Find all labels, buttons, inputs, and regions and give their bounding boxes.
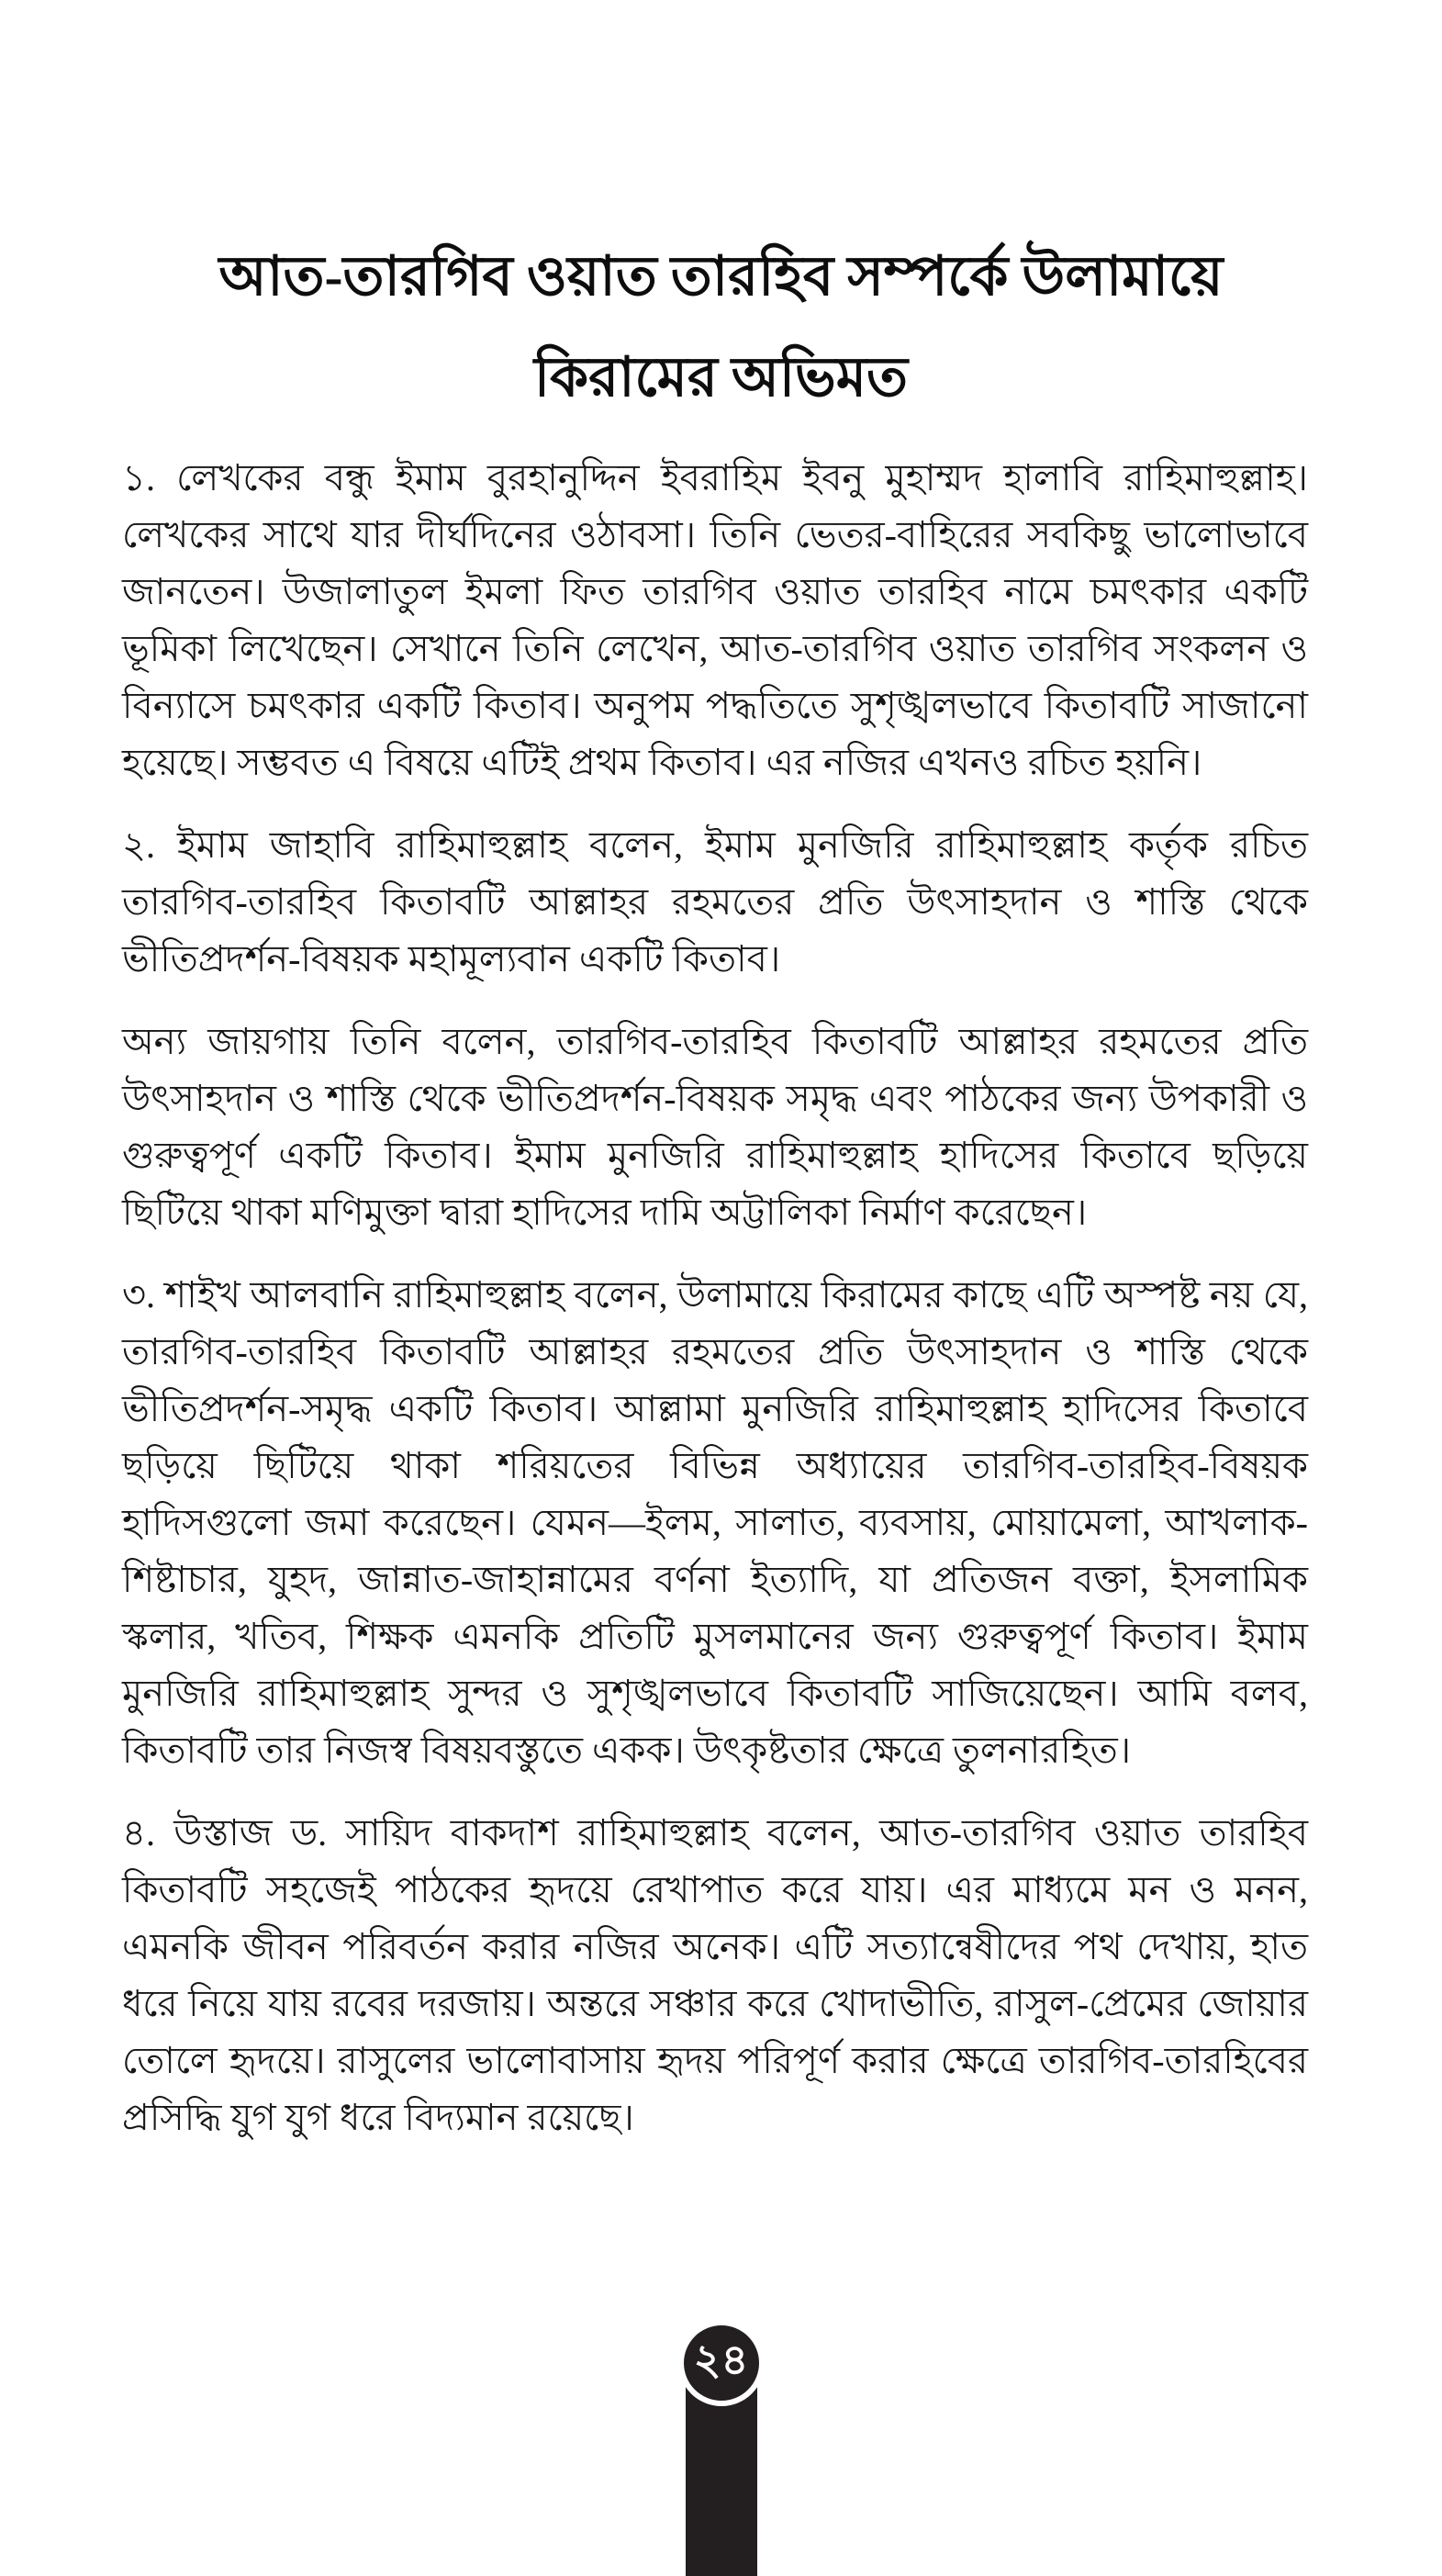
book-page — [0, 226, 1442, 2576]
body-text — [0, 428, 1442, 2146]
page-number-badge — [678, 2320, 765, 2406]
page-number: ২৪ — [693, 2336, 749, 2383]
paragraph-4: ৩. শাইখ আলবানি রাহিমাহুল্লাহ বলেন, উলামায়ে কিরামের কাছে এটি অস্পষ্ট নয় যে, তারগিব-তারহিব কিতাবটি আল্লাহর রহমতের প্রতি উৎসাহদান ও শাস্তি থেকে ভীতিপ্রদর্শন-সমৃদ্ধ একটি কিতাব। আল্লামা মুনজিরি রাহিমাহুল্লাহ হাদিসের কিতাবে ছড়িয়ে ছিটিয়ে থাকা শরিয়তের বিভিন্ন অধ্যায়ের তারগিব-তারহিব-বিষয়ক হাদিসগুলো জমা করেছেন। যেমন—ইলম, সালাত, ব্যবসায়, মোয়ামেলা, আখলাক-শিষ্টাচার, যুহদ, জান্নাত-জাহান্নামের বর্ণনা ইত্যাদি, যা প্রতিজন বক্তা, ইসলামিক স্কলার, খতিব, শিক্ষক এমনকি প্রতিটি মুসলমানের জন্য গুরুত্বপূর্ণ কিতাব। ইমাম মুনজিরি রাহিমাহুল্লাহ সুন্দর ও সুশৃঙ্খলভাবে কিতাবটি সাজিয়েছেন। আমি বলব, কিতাবটি তার নিজস্ব বিষয়বস্তুতে একক। উৎকৃষ্টতার ক্ষেত্রে তুলনারহিত। — [122, 1274, 1308, 1771]
page-title — [0, 226, 1442, 428]
paragraph-5: ৪. উস্তাজ ড. সায়িদ বাকদাশ রাহিমাহুল্লাহ বলেন, আত-তারগিব ওয়াত তারহিব কিতাবটি সহজেই পাঠকের হৃদয়ে রেখাপাত করে যায়। এর মাধ্যমে মন ও মনন, এমনকি জীবন পরিবর্তন করার নজির অনেক। এটি সত্যান্বেষীদের পথ দেখায়, হাত ধরে নিয়ে যায় রবের দরজায়। অন্তরে সঞ্চার করে খোদাভীতি, রাসুল-প্রেমের জোয়ার তোলে হৃদয়ে। রাসুলের ভালোবাসায় হৃদয় পরিপূর্ণ করার ক্ষেত্রে তারগিব-তারহিবের প্রসিদ্ধি যুগ যুগ ধরে বিদ্যমান রয়েছে। — [122, 1812, 1308, 2138]
page-title-line-1: আত-তারগিব ওয়াত তারহিব সম্পর্কে উলামায়ে — [218, 246, 1224, 307]
page-title-line-2: কিরামের অভিমত — [533, 347, 909, 408]
paragraph-2: ২. ইমাম জাহাবি রাহিমাহুল্লাহ বলেন, ইমাম মুনজিরি রাহিমাহুল্লাহ কর্তৃক রচিত তারগিব-তারহিব কিতাবটি আল্লাহর রহমতের প্রতি উৎসাহদান ও শাস্তি থেকে ভীতিপ্রদর্শন-বিষয়ক মহামূল্যবান একটি কিতাব। — [122, 824, 1308, 980]
paragraph-1: ১. লেখকের বন্ধু ইমাম বুরহানুদ্দিন ইবরাহিম ইবনু মুহাম্মদ হালাবি রাহিমাহুল্লাহ। লেখকের সাথে যার দীর্ঘদিনের ওঠাবসা। তিনি ভেতর-বাহিরের সবকিছু ভালোভাবে জানতেন। উজালাতুল ইমলা ফিত তারগিব ওয়াত তারহিব নামে চমৎকার একটি ভূমিকা লিখেছেন। সেখানে তিনি লেখেন, আত-তারগিব ওয়াত তারগিব সংকলন ও বিন্যাসে চমৎকার একটি কিতাব। অনুপম পদ্ধতিতে সুশৃঙ্খলভাবে কিতাবটি সাজানো হয়েছে। সম্ভবত এ বিষয়ে এটিই প্রথম কিতাব। এর নজির এখনও রচিত হয়নি। — [122, 457, 1308, 783]
paragraph-3: অন্য জায়গায় তিনি বলেন, তারগিব-তারহিব কিতাবটি আল্লাহর রহমতের প্রতি উৎসাহদান ও শাস্তি থেকে ভীতিপ্রদর্শন-বিষয়ক সমৃদ্ধ এবং পাঠকের জন্য উপকারী ও গুরুত্বপূর্ণ একটি কিতাব। ইমাম মুনজিরি রাহিমাহুল্লাহ হাদিসের কিতাবে ছড়িয়ে ছিটিয়ে থাকা মণিমুক্তা দ্বারা হাদিসের দামি অট্টালিকা নির্মাণ করেছেন। — [122, 1021, 1308, 1233]
